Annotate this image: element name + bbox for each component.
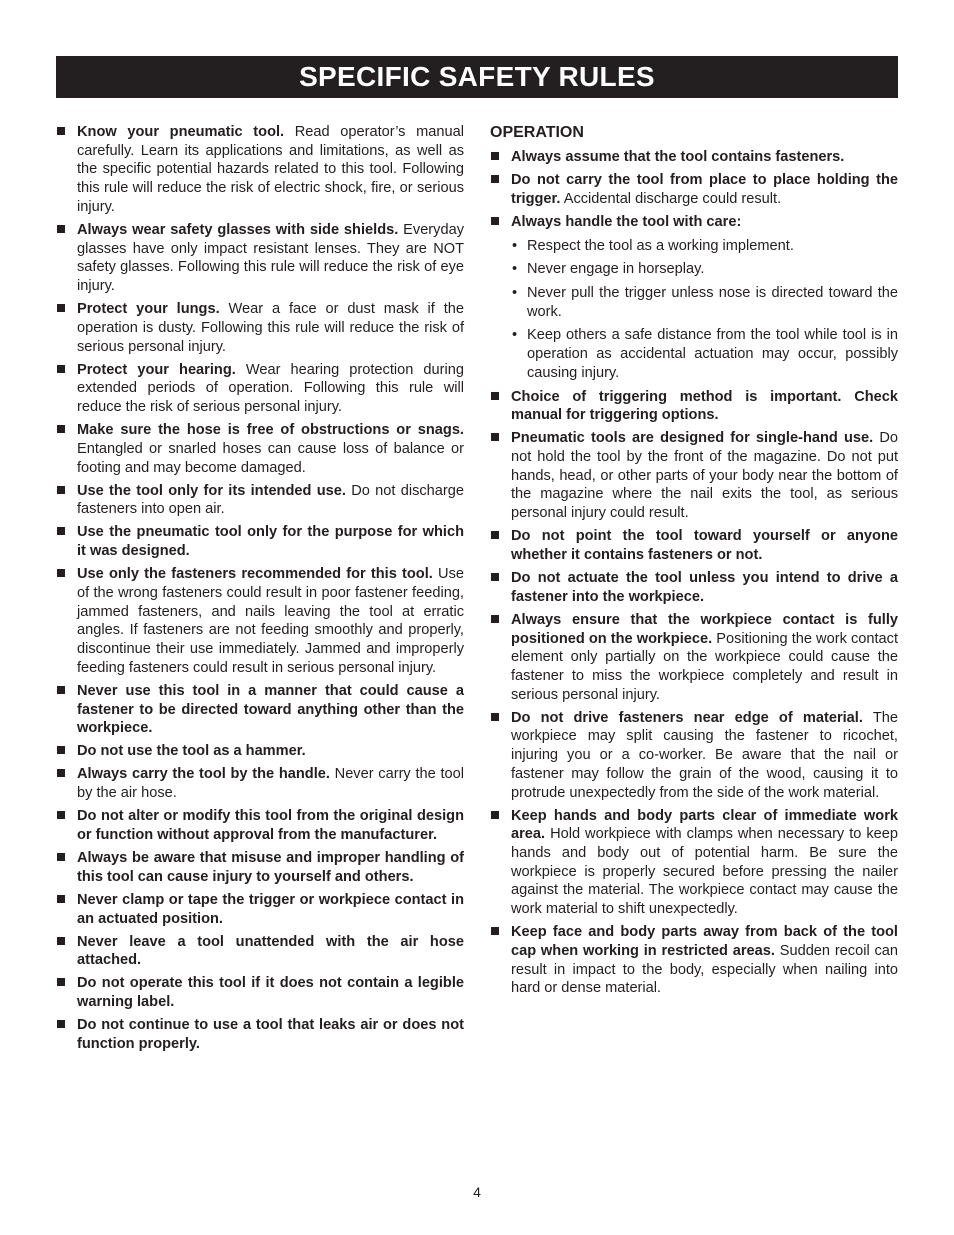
right-column: [490, 123, 898, 1002]
rule-text: Positioning the work contact element only partially on the workpiece could cause the fastener to miss the workpiece completely and result in serious personal injury.: [511, 630, 899, 703]
rule-item: [56, 682, 464, 738]
sub-item: [511, 326, 898, 382]
rule-heading: Know your pneumatic tool.: [77, 124, 285, 140]
rule-item: [56, 891, 464, 928]
rule-item: [56, 123, 464, 217]
rule-item: [490, 709, 898, 803]
rule-heading: Use only the fasteners recommended for this tool.: [77, 566, 433, 583]
bullet-dot-icon: •: [512, 237, 518, 254]
rule-item: [490, 569, 898, 606]
rule-item: [490, 388, 898, 425]
rule-heading: Always carry the tool by the handle.: [77, 766, 330, 783]
sub-item-text: Respect the tool as a working implement.: [527, 237, 794, 254]
square-bullet-icon: [57, 769, 65, 777]
square-bullet-icon: [57, 127, 65, 135]
square-bullet-icon: [57, 686, 65, 694]
rule-heading: Never use this tool in a manner that could cause a fastener to be directed toward anything other than the workpiece.: [77, 682, 464, 737]
rule-text: Sudden recoil can result in impact to the body, especially when nailing into hard or dense material.: [511, 942, 898, 997]
rule-item: [56, 421, 464, 477]
title-banner: [56, 56, 898, 98]
rule-text: Entangled or snarled hoses can cause loss of balance or footing and may become damaged.: [77, 440, 464, 476]
rule-heading: Always handle the tool with care:: [511, 213, 742, 230]
square-bullet-icon: [57, 527, 65, 535]
rule-item: [56, 565, 464, 677]
square-bullet-icon: [57, 1020, 65, 1028]
square-bullet-icon: [491, 615, 499, 623]
rule-heading: Make sure the hose is free of obstructions or snags.: [77, 422, 464, 439]
page-number: 4: [473, 1184, 481, 1200]
rule-heading: Do not actuate the tool unless you intend to drive a fastener into the workpiece.: [511, 570, 898, 605]
rule-item: [490, 171, 898, 208]
rule-heading: Always wear safety glasses with side shields.: [77, 221, 399, 238]
square-bullet-icon: [57, 746, 65, 754]
sub-item-text: Keep others a safe distance from the tool while tool is in operation as accidental actuation may occur, possibly causing injury.: [527, 327, 898, 381]
rule-heading: Do not point the tool toward yourself or anyone whether it contains fasteners or not.: [511, 528, 898, 563]
rule-item: [490, 807, 898, 919]
square-bullet-icon: [57, 978, 65, 986]
square-bullet-icon: [57, 304, 65, 312]
rule-heading: Use the tool only for its intended use.: [77, 482, 346, 499]
rule-item: [56, 974, 464, 1011]
rule-heading: Use the pneumatic tool only for the purpose for which it was designed.: [77, 524, 464, 560]
rule-text: Hold workpiece with clamps when necessary to keep hands and body out of potential harm. Be sure the workpiece is properly secured before pressing the nailer against the material. The workpiece contact may cause the work material to shift unexpectedly.: [511, 826, 898, 918]
square-bullet-icon: [491, 152, 499, 160]
sub-item: [511, 237, 898, 256]
rule-text: Use of the wrong fasteners could result in poor fastener feeding, jammed fasteners, and nails leaving the tool at erratic angles. If fasteners are not feeding smoothly and properly, discontinue their use immediately. Jammed and improperly feeding fasteners could result in serious personal injury.: [77, 566, 464, 676]
rule-heading: Always ensure that the workpiece contact is fully positioned on the workpiece.: [511, 611, 898, 647]
square-bullet-icon: [491, 573, 499, 581]
square-bullet-icon: [491, 713, 499, 721]
rule-item: [56, 361, 464, 417]
rule-text: Wear hearing protection during extended periods of operation. Following this rule will reduce the risk of serious personal injury.: [77, 361, 464, 416]
rule-text: Do not discharge fasteners into open air.: [77, 482, 465, 518]
square-bullet-icon: [491, 392, 499, 400]
bullet-dot-icon: •: [512, 261, 518, 278]
square-bullet-icon: [491, 433, 499, 441]
rule-text: Read operator’s manual carefully. Learn its applications and limitations, as well as the specific potential hazards related to this tool. Following this rule will reduce the risk of electric shock, fire, or serious injury.: [77, 124, 464, 215]
rule-heading: Do not use the tool as a hammer.: [77, 743, 306, 760]
rule-item: [56, 765, 464, 802]
rule-heading: Never clamp or tape the trigger or workpiece contact in an actuated position.: [77, 891, 464, 927]
rule-text: Wear a face or dust mask if the operation is dusty. Following this rule will reduce the risk of serious personal injury.: [77, 301, 464, 355]
rule-item: [56, 807, 464, 844]
rule-item: [490, 148, 898, 167]
rule-item: [56, 482, 464, 519]
rule-text: Accidental discharge could result.: [560, 190, 782, 207]
page-title: SPECIFIC SAFETY RULES: [299, 61, 655, 92]
square-bullet-icon: [491, 531, 499, 539]
operation-heading: OPERATION: [490, 124, 584, 141]
rule-heading: Do not drive fasteners near edge of material.: [511, 709, 863, 726]
rule-item: [490, 429, 898, 523]
square-bullet-icon: [57, 365, 65, 373]
square-bullet-icon: [57, 225, 65, 233]
left-column: [56, 123, 464, 1058]
rule-item: [490, 527, 898, 564]
rule-heading: Do not continue to use a tool that leaks air or does not function properly.: [77, 1017, 464, 1052]
operation-rules-list: [490, 148, 898, 998]
square-bullet-icon: [57, 425, 65, 433]
square-bullet-icon: [57, 569, 65, 577]
sub-item: [511, 284, 898, 321]
rule-heading: Always assume that the tool contains fasteners.: [511, 149, 845, 165]
square-bullet-icon: [57, 811, 65, 819]
rule-item: [56, 221, 464, 296]
rule-item: [490, 213, 898, 383]
bullet-dot-icon: •: [512, 327, 518, 344]
rule-heading: Keep face and body parts away from back of the tool cap when working in restricted areas.: [511, 924, 898, 959]
rule-heading: Do not carry the tool from place to place holding the trigger.: [511, 172, 898, 207]
square-bullet-icon: [57, 853, 65, 861]
rule-item: [490, 611, 898, 705]
rule-text: The workpiece may split causing the fastener to ricochet, injuring you or a co-worker. Be aware that the nail or fastener may follow the grain of the wood, causing it to protrude unexpectedly from the side of the work material.: [511, 709, 898, 801]
sub-item-text: Never pull the trigger unless nose is directed toward the work.: [527, 285, 898, 320]
rule-heading: Protect your hearing.: [77, 361, 236, 378]
rule-heading: Protect your lungs.: [77, 301, 220, 318]
rule-item: [490, 923, 898, 998]
rule-heading: Choice of triggering method is important. Check manual for triggering options.: [511, 388, 898, 424]
rule-heading: Pneumatic tools are designed for single-hand use.: [511, 430, 874, 447]
square-bullet-icon: [491, 175, 499, 183]
rule-item: [56, 933, 464, 970]
rule-heading: Always be aware that misuse and improper handling of this tool can cause injury to yourself and others.: [77, 850, 464, 885]
rule-heading: Keep hands and body parts clear of immediate work area.: [511, 807, 898, 843]
rule-text: Everyday glasses have only impact resistant lenses. They are NOT safety glasses. Following this rule will reduce the risk of eye injury.: [77, 221, 464, 295]
square-bullet-icon: [57, 486, 65, 494]
square-bullet-icon: [57, 937, 65, 945]
rule-heading: Do not alter or modify this tool from the original design or function without approval from the manufacturer.: [77, 808, 464, 843]
rule-item: [56, 300, 464, 356]
bullet-dot-icon: •: [512, 285, 518, 301]
square-bullet-icon: [57, 895, 65, 903]
sub-item-text: Never engage in horseplay.: [527, 261, 705, 278]
rule-heading: Do not operate this tool if it does not contain a legible warning label.: [77, 975, 464, 1011]
general-rules-list: [56, 123, 464, 1054]
square-bullet-icon: [491, 811, 499, 819]
square-bullet-icon: [491, 217, 499, 225]
rule-item: [56, 523, 464, 560]
sub-list: [511, 237, 898, 383]
rule-item: [56, 742, 464, 761]
rule-item: [56, 1016, 464, 1053]
rule-heading: Never leave a tool unattended with the air hose attached.: [77, 933, 464, 969]
rule-text: Do not hold the tool by the front of the magazine. Do not put hands, head, or other parts of your body near the bottom of the magazine where the nail exits the tool, as serious personal injury could result.: [511, 430, 898, 522]
sub-item: [511, 260, 898, 279]
square-bullet-icon: [491, 927, 499, 935]
rule-item: [56, 849, 464, 886]
rule-text: Never carry the tool by the air hose.: [77, 766, 464, 802]
